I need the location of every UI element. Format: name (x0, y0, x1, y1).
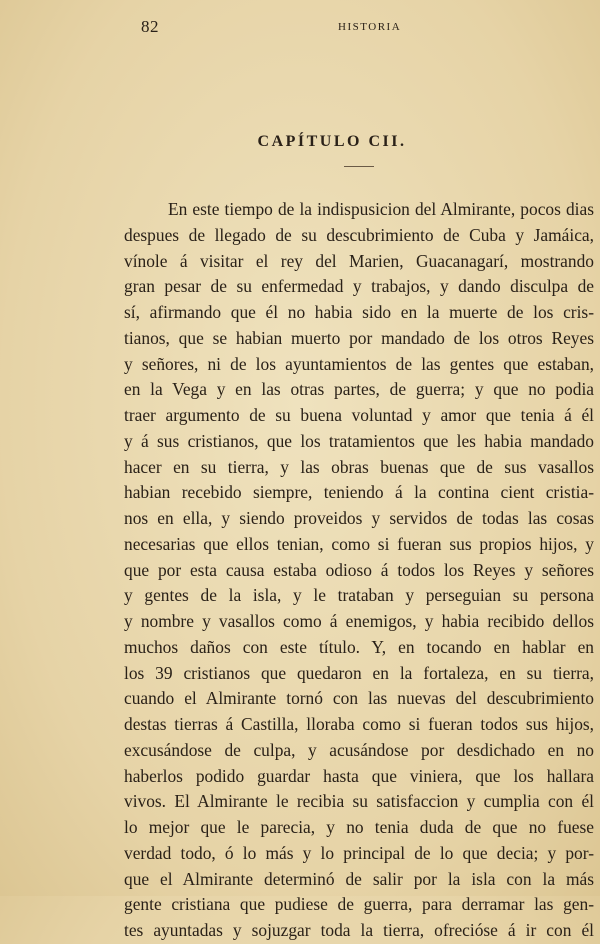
text-line: gran pesar de su enfermedad y trabajos, y dando disculpa de (124, 276, 594, 297)
text-line: gente cristiana que pudiese de guerra, para derramar las gen- (124, 894, 594, 915)
running-title: HISTORIA (338, 21, 402, 33)
text-line: excusándose de culpa, y acusándose por desdichado en no (124, 739, 594, 760)
text-line: lo mejor que le parecia, y no tenia duda de que no fuese (124, 817, 594, 837)
text-line: muchos daños con este título. Y, en tocando en hablar en (124, 636, 594, 657)
text-line: tianos, que se habian muerto por mandado de los otros Reyes (124, 327, 594, 348)
text-line: nos en ella, y siendo proveidos y servidos de todas las cosas (124, 508, 594, 528)
text-line: que por esta causa estaba odioso á todos los Reyes y señores (124, 559, 594, 580)
text-line: traer argumento de su buena voluntad y amor que tenia á él (124, 405, 594, 425)
text-line: necesarias que ellos tenian, como si fueran sus propios hijos, y (124, 533, 594, 554)
text-line: verdad todo, ó lo más y lo principal de lo que decia; y por- (124, 842, 594, 863)
text-line: vínole á visitar el rey del Marien, Guacanagarí, mostrando (124, 250, 594, 271)
text-line: sí, afirmando que él no habia sido en la muerte de los cris- (124, 302, 594, 322)
chapter-title: CAPÍTULO CII. (257, 133, 407, 150)
text-line: hacer en su tierra, y las obras buenas que de sus vasallos (124, 456, 594, 477)
text-line: En este tiempo de la indispusicion del Almirante, pocos dias (168, 199, 594, 219)
page-number: 82 (141, 17, 159, 36)
text-line: tes ayuntadas y sojuzgar toda la tierra, ofrecióse á ir con él (124, 920, 594, 940)
text-line: y señores, ni de los ayuntamientos de las gentes que estaban, (124, 353, 594, 374)
text-line: que el Almirante determinó de salir por la isla con la más (124, 868, 594, 889)
text-line: y gentes de la isla, y le trataban y perseguian su persona (124, 585, 594, 606)
text-line: destas tierras á Castilla, lloraba como si fueran todos sus hijos, (124, 714, 594, 734)
text-line: haberlos podido guardar hasta que viniera, que los hallara (124, 765, 594, 786)
body-text (124, 197, 594, 944)
text-line: y á sus cristianos, que los tratamientos que les habia mandado (124, 430, 594, 451)
text-line: cuando el Almirante tornó con las nuevas del descubrimiento (124, 688, 594, 709)
text-line: despues de llegado de su descubrimiento de Cuba y Jamáica, (124, 224, 594, 245)
chapter-rule (344, 166, 374, 167)
text-line: los 39 cristianos que quedaron en la fortaleza, en su tierra, (124, 662, 594, 683)
text-line: en la Vega y en las otras partes, de guerra; y que no podia (124, 379, 594, 400)
text-line: y nombre y vasallos como á enemigos, y habia recibido dellos (124, 611, 594, 631)
text-line: habian recebido siempre, teniendo á la contina cient cristia- (124, 482, 594, 503)
text-line: vivos. El Almirante le recibia su satisfaccion y cumplia con él (124, 791, 594, 812)
